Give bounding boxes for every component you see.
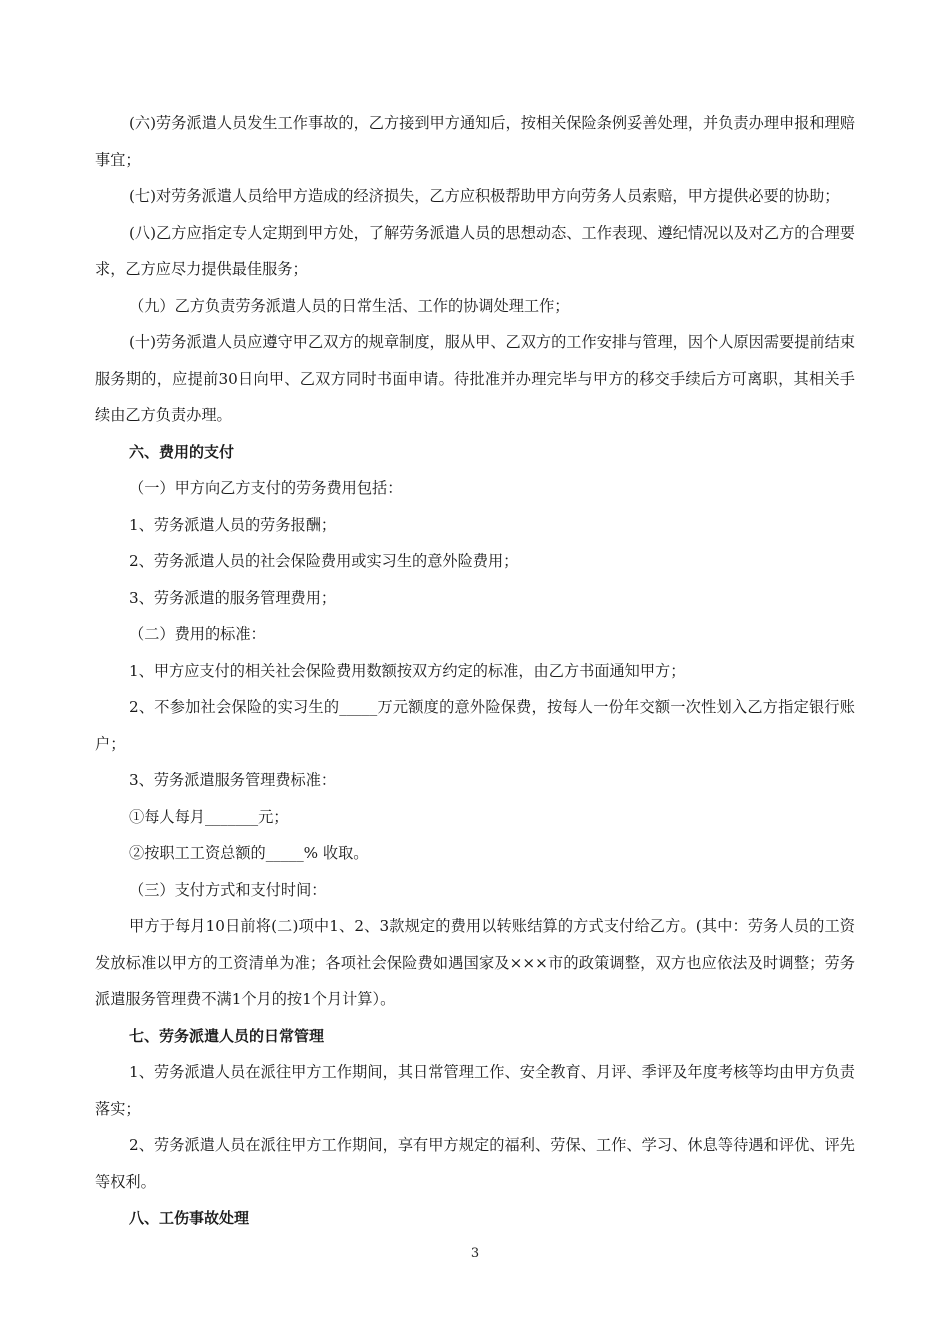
section-heading-daily-management: 七、劳务派遣人员的日常管理 bbox=[129, 1026, 325, 1045]
list-item: 1、劳务派遣人员在派往甲方工作期间，其日常管理工作、安全教育、月评、季评及年度考核等均由甲方负责落实； bbox=[95, 1063, 855, 1118]
paragraph-fee-standard-intro: （二）费用的标准： bbox=[129, 625, 266, 643]
list-item: ②按职工工资总额的_____% 收取。 bbox=[129, 844, 369, 862]
list-item: ①每人每月_______元； bbox=[129, 807, 289, 826]
paragraph-10: (十)劳务派遣人员应遵守甲乙双方的规章制度，服从甲、乙双方的工作安排与管理，因个人原因需要提前结束服务期的，应提前30日向甲、乙双方同时书面申请。待批准并办理完毕与甲方的移交手续后方可离职，其相关手续由乙方负责办理。 bbox=[95, 333, 855, 424]
list-item: 2、劳务派遣人员在派往甲方工作期间，享有甲方规定的福利、劳保、工作、学习、休息等待遇和评优、评先等权利。 bbox=[95, 1136, 855, 1191]
paragraph-payment-method-intro: （三）支付方式和支付时间： bbox=[129, 880, 327, 899]
paragraph-6: (六)劳务派遣人员发生工作事故的，乙方接到甲方通知后，按相关保险条例妥善处理，并负责办理申报和理赔事宜； bbox=[95, 114, 855, 169]
list-item: 2、不参加社会保险的实习生的_____万元额度的意外险保费，按每人一份年交额一次性划入乙方指定银行账户； bbox=[95, 698, 855, 753]
paragraph-8: (八)乙方应指定专人定期到甲方处，了解劳务派遣人员的思想动态、工作表现、遵纪情况以及对乙方的合理要求，乙方应尽力提供最佳服务； bbox=[95, 223, 855, 278]
list-item: 3、劳务派遣的服务管理费用； bbox=[129, 588, 337, 607]
section-heading-fee-payment: 六、费用的支付 bbox=[129, 442, 235, 461]
paragraph-7: (七)对劳务派遣人员给甲方造成的经济损失，乙方应积极帮助甲方向劳务人员索赔，甲方提供必要的协助； bbox=[129, 187, 840, 205]
paragraph-9: （九）乙方负责劳务派遣人员的日常生活、工作的协调处理工作； bbox=[129, 296, 570, 315]
list-item: 1、劳务派遣人员的劳务报酬； bbox=[129, 515, 337, 534]
page-number: 3 bbox=[470, 1246, 480, 1261]
document-body bbox=[95, 105, 855, 1237]
section-heading-work-injury: 八、工伤事故处理 bbox=[129, 1209, 250, 1227]
list-item: 2、劳务派遣人员的社会保险费用或实习生的意外险费用； bbox=[129, 552, 519, 570]
list-item: 1、甲方应支付的相关社会保险费用数额按双方约定的标准，由乙方书面通知甲方； bbox=[129, 661, 686, 680]
list-item: 3、劳务派遣服务管理费标准： bbox=[129, 771, 337, 789]
paragraph-payment-method: 甲方于每月10日前将(二)项中1、2、3款规定的费用以转账结算的方式支付给乙方。(其中：劳务人员的工资发放标准以甲方的工资清单为准；各项社会保险费如遇国家及×××市的政策调整，双方也应依法及时调整；劳务派遣服务管理费不满1个月的按1个月计算）。 bbox=[95, 917, 855, 1008]
paragraph-fee-items-intro: （一）甲方向乙方支付的劳务费用包括： bbox=[129, 479, 403, 497]
